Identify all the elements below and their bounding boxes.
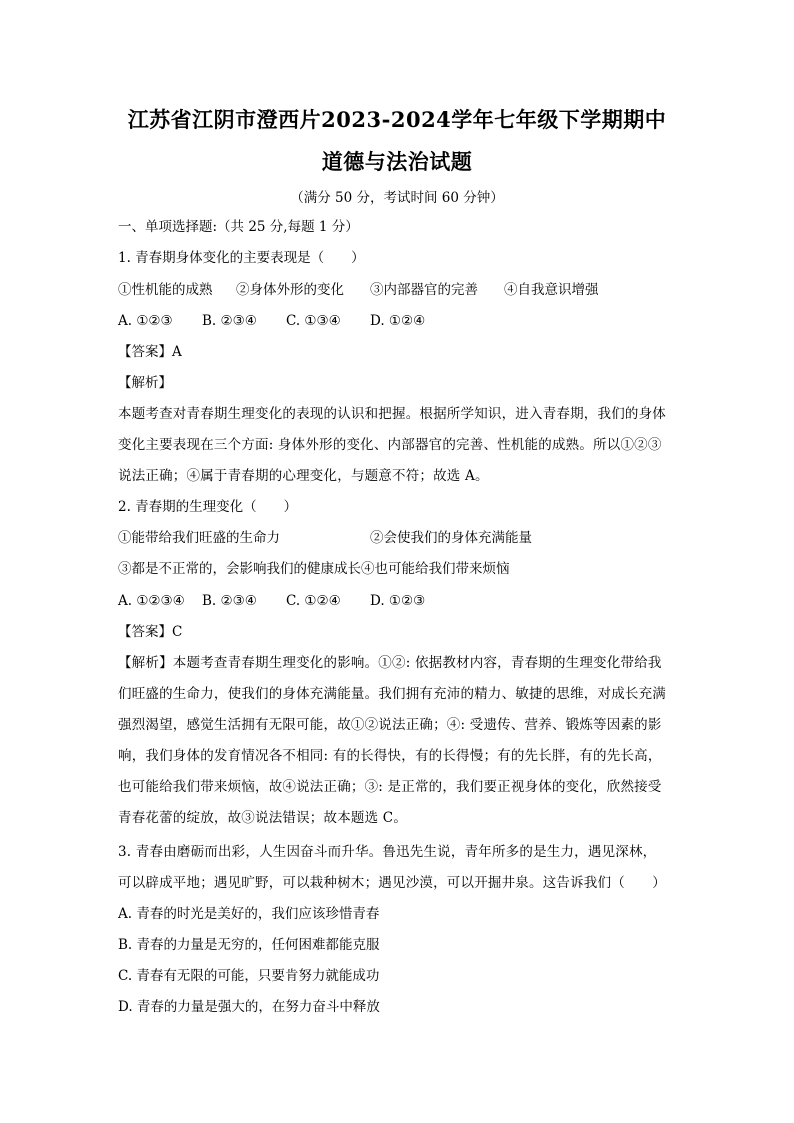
q1-option: D. ①②④ [370,313,426,329]
exam-title-line2: 道德与法治试题 [321,149,473,174]
q3-stem-line: 可以辟成平地；遇见旷野，可以栽种树木；遇见沙漠，可以开掘井泉。这告诉我们（ ） [118,875,666,891]
q1-item: ③内部器官的完善 [370,282,478,298]
q2-options [118,591,688,611]
q2-item: ②会使我们的身体充满能量 [370,530,532,546]
q2-stem: 2. 青春期的生理变化（ ） [118,499,298,515]
q2-item: ①能带给我们旺盛的生命力 [118,530,280,546]
q1-option: C. ①③④ [286,313,341,329]
q1-item: ②身体外形的变化 [236,282,344,298]
q1-items [118,280,688,300]
q1-option: B. ②③④ [202,313,257,329]
q3-stem-line: 3. 青春由磨砺而出彩，人生因奋斗而升华。鲁迅先生说，青年所多的是生力，遇见深林， [118,844,657,860]
q2-analysis-line: 也可能给我们带来烦恼，故④说法正确；③: 是正常的，我们要正视身体的变化，欣然接受 [118,779,662,795]
section-heading: 一、单项选择题:（共 25 分,每题 1 分） [118,219,359,235]
q1-answer: 【答案】A [118,344,182,360]
q1-analysis-line: 说法正确；④属于青春期的心理变化，与题意不符；故选 A。 [118,468,489,484]
exam-subtitle: （满分 50 分，考试时间 60 分钟） [290,190,504,206]
q1-item: ①性机能的成熟 [118,282,213,298]
q1-analysis-line: 本题考查对青春期生理变化的表现的认识和把握。根据所学知识，进入青春期，我们的身体 [118,406,666,422]
q2-option: C. ①②④ [286,593,341,609]
q2-analysis-line: 强烈渴望，感觉生活拥有无限可能，故①②说法正确；④: 受遗传、营养、锻炼等因素的影 [118,717,662,733]
q2-option: D. ①②③ [370,593,426,609]
q2-items-row1 [118,528,688,548]
q2-analysis-line: 青春花蕾的绽放，故③说法错误；故本题选 C。 [118,810,408,826]
q2-analysis-line: 响，我们身体的发育情况各不相同: 有的长得快，有的长得慢；有的先长胖，有的先长高， [118,748,662,764]
q1-analysis-line: 变化主要表现在三个方面: 身体外形的变化、内部器官的完善、性机能的成熟。所以①②③ [118,437,662,453]
q2-analysis-line: 【解析】本题考查青春期生理变化的影响。①②: 依据教材内容，青春期的生理变化带给我 [118,655,662,671]
q2-option: A. ①②③④ [118,593,185,609]
q1-item: ④自我意识增强 [504,282,599,298]
q3-option-b: B. 青春的力量是无穷的，任何困难都能克服 [118,937,380,953]
q1-option: A. ①②③ [118,313,173,329]
q2-items-row2: ③都是不正常的，会影响我们的健康成长④也可能给我们带来烦恼 [118,561,510,577]
q1-stem: 1. 青春期身体变化的主要表现是（ ） [118,250,365,266]
q2-option: B. ②③④ [202,593,257,609]
q3-option-d: D. 青春的力量是强大的，在努力奋斗中释放 [118,999,380,1015]
exam-title-line1: 江苏省江阴市澄西片2023-2024学年七年级下学期期中 [127,107,667,132]
q3-option-a: A. 青春的时光是美好的，我们应该珍惜青春 [118,906,380,922]
q3-option-c: C. 青春有无限的可能，只要肯努力就能成功 [118,968,380,984]
q1-analysis-label: 【解析】 [118,375,172,391]
q1-options [118,311,688,331]
q2-analysis-line: 们旺盛的生命力，使我们的身体充满能量。我们拥有充沛的精力、敏捷的思维，对成长充满 [118,686,666,702]
q2-answer: 【答案】C [118,624,183,640]
